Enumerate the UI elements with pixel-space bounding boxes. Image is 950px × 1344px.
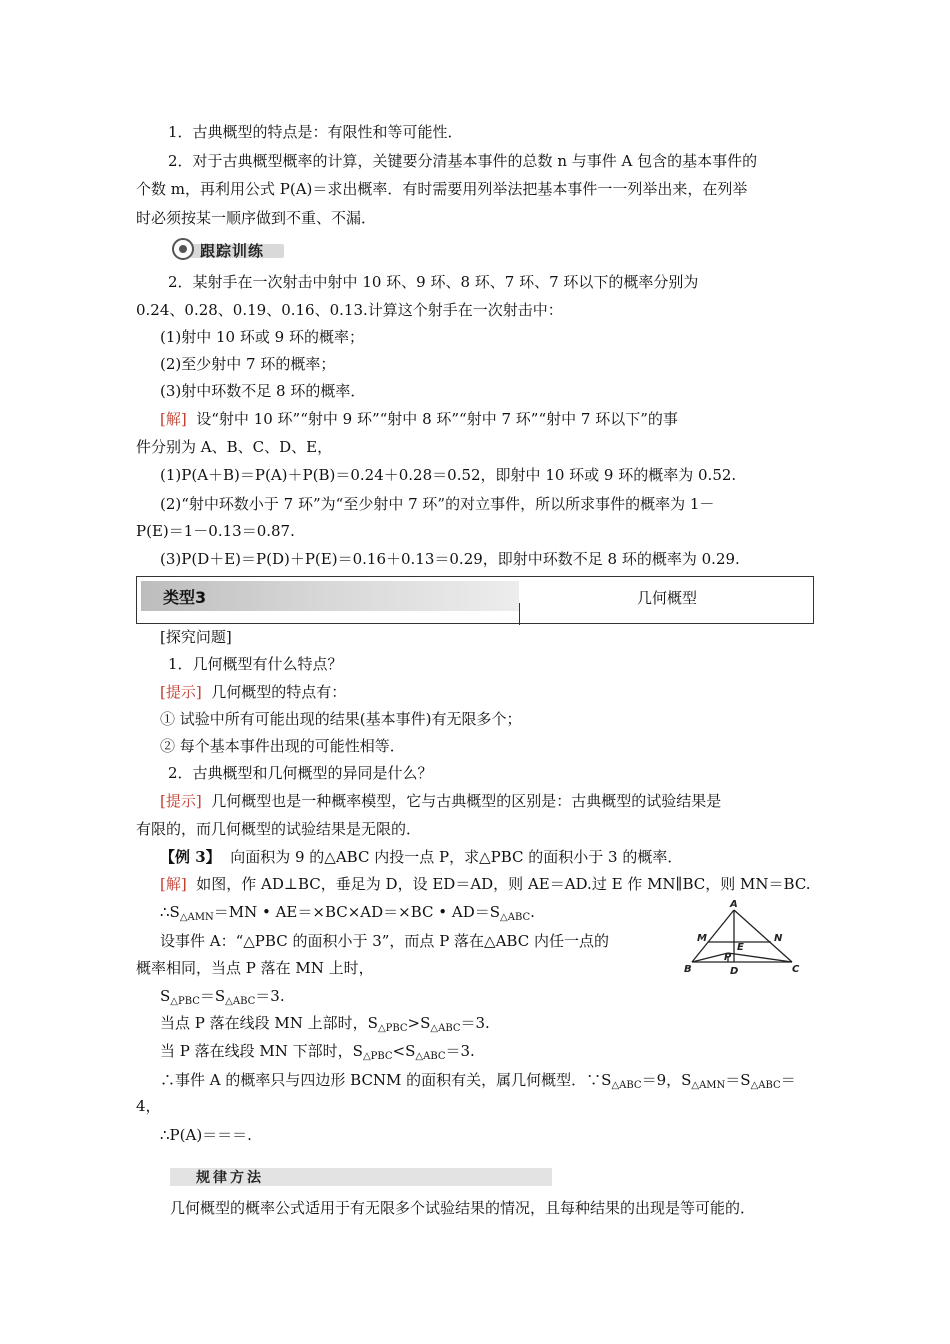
- type-title: 几何概型: [637, 589, 698, 607]
- text: 当点 P 落在线段 MN 上部时，S: [160, 1014, 378, 1032]
- subscript: △ABC: [500, 912, 531, 923]
- example-solution-line9: 4，: [136, 1097, 161, 1115]
- hint-text: 几何概型的特点有：: [211, 683, 347, 701]
- example-solution-line3: 设事件 A：“△PBC 的面积小于 3”，而点 P 落在△ABC 内任一点的: [160, 932, 609, 950]
- text: ＝3.: [445, 1042, 475, 1060]
- text: ＝3.: [460, 1014, 490, 1032]
- example-solution-line6: [160, 1012, 490, 1034]
- explore-hint-2: [160, 790, 721, 812]
- text: .: [530, 903, 535, 921]
- subscript: △ABC: [430, 1023, 461, 1034]
- explore-hint-1-item-b: ② 每个基本事件出现的可能性相等．: [160, 737, 405, 755]
- exercise-part-1: (1)射中 10 环或 9 环的概率；: [160, 328, 364, 346]
- explore-hint-1: [160, 681, 346, 703]
- subscript: △ABC: [225, 996, 256, 1007]
- explore-header: [探究问题]: [160, 628, 232, 646]
- label-d: D: [730, 966, 739, 977]
- exercise-solution-line6: (3)P(D＋E)＝P(D)＋P(E)＝0.16＋0.13＝0.29，即射中环数不足 8 环的概率为 0.29.: [160, 550, 740, 568]
- subscript: △ABC: [611, 1080, 642, 1091]
- solution-text: 如图，作 AD⊥BC，垂足为 D，设 ED＝AD，则 AE＝AD.过 E 作 MN∥BC，则 MN＝BC.: [196, 875, 811, 893]
- example-solution-line10: ∴P(A)＝＝＝.: [160, 1126, 252, 1144]
- example-solution-line8: [160, 1069, 796, 1091]
- exercise-solution-line1: [160, 408, 678, 430]
- target-icon: [172, 238, 194, 260]
- example-solution-line2: [160, 901, 535, 923]
- solution-tag: [解]: [160, 875, 187, 893]
- method-label: 规律方法: [196, 1170, 264, 1186]
- label-e: E: [737, 942, 744, 953]
- hint-text: 几何概型也是一种概率模型，它与古典概型的区别是：古典概型的试验结果是: [211, 792, 722, 810]
- exercise-solution-line3: (1)P(A＋B)＝P(A)＋P(B)＝0.24＋0.28＝0.52，即射中 10 环或 9 环的概率为 0.52.: [160, 466, 737, 484]
- exercise-solution-line4: (2)“射中环数小于 7 环”为“至少射中 7 环”的对立事件，所以所求事件的概率为 1－: [160, 495, 715, 513]
- text: ∴事件 A 的概率只与四边形 BCNM 的面积有关，属几何概型．∵S: [160, 1071, 612, 1089]
- example-solution-line7: [160, 1040, 475, 1062]
- text: <S: [392, 1042, 416, 1060]
- exercise-part-2: (2)至少射中 7 环的概率；: [160, 355, 336, 373]
- text: 当 P 落在线段 MN 下部时，S: [160, 1042, 363, 1060]
- type-3-header-box: [136, 576, 814, 624]
- summary-point-1: 1．古典概型的特点是：有限性和等可能性．: [168, 123, 463, 141]
- label-n: N: [774, 933, 783, 944]
- solution-text: 设“射中 10 环”“射中 9 环”“射中 8 环”“射中 7 环”“射中 7 环以下”的事: [196, 410, 678, 428]
- label-p: P: [724, 952, 732, 963]
- text: ＝S: [725, 1071, 751, 1089]
- example-solution-line4: 概率相同，当点 P 落在 MN 上时，: [136, 959, 374, 977]
- follow-up-practice-badge: [172, 238, 284, 262]
- summary-point-2-line2: 个数 m，再利用公式 P(A)＝求出概率．有时需要用列举法把基本事件一一列举出来，在列举: [136, 180, 748, 198]
- explore-question-1: 1．几何概型有什么特点？: [168, 655, 343, 673]
- subscript: △AMN: [179, 912, 214, 923]
- subscript: △PBC: [377, 1023, 408, 1034]
- explore-hint-1-item-a: ① 试验中所有可能出现的结果(基本事件)有无限多个；: [160, 710, 522, 728]
- segment-cp: [728, 953, 792, 962]
- label-m: M: [697, 933, 707, 944]
- exercise-question-line2: 0.24、0.28、0.19、0.16、0.13.计算这个射手在一次射击中：: [136, 301, 563, 319]
- solution-tag: [解]: [160, 410, 187, 428]
- example-3-question: [160, 846, 682, 868]
- example-solution-line1: [160, 873, 811, 895]
- badge-label: 跟踪训练: [200, 242, 265, 260]
- summary-point-2-line3: 时必须按某一顺序做到不重、不漏．: [136, 209, 377, 227]
- explore-question-2: 2．古典概型和几何概型的异同是什么？: [168, 764, 433, 782]
- summary-point-2-line1: 2．对于古典概型概率的计算，关键要分清基本事件的总数 n 与事件 A 包含的基本事件的: [168, 152, 758, 170]
- text: ∴S: [160, 903, 180, 921]
- example-text: 向面积为 9 的△ABC 内投一点 P，求△PBC 的面积小于 3 的概率．: [230, 848, 683, 866]
- text: ＝MN • AE＝×BC×AD＝×BC • AD＝S: [213, 903, 501, 921]
- subscript: △ABC: [415, 1051, 446, 1062]
- subscript: △PBC: [170, 996, 200, 1007]
- exercise-solution-line2: 件分别为 A、B、C、D、E，: [136, 438, 333, 456]
- explore-hint-2-line2: 有限的，而几何概型的试验结果是无限的．: [136, 820, 422, 838]
- subscript: △AMN: [691, 1080, 726, 1091]
- type-label: 类型3: [163, 588, 207, 607]
- method-summary-bar: [170, 1168, 552, 1186]
- text: >S: [407, 1014, 431, 1032]
- method-text: 几何概型的概率公式适用于有无限多个试验结果的情况，且每种结果的出现是等可能的．: [170, 1199, 756, 1217]
- label-b: B: [684, 964, 692, 975]
- exercise-solution-line5: P(E)＝1－0.13＝0.87.: [136, 522, 295, 540]
- hint-tag: [提示]: [160, 792, 202, 810]
- label-c: C: [792, 964, 800, 975]
- exercise-part-3: (3)射中环数不足 8 环的概率．: [160, 382, 366, 400]
- text: ＝: [780, 1071, 796, 1089]
- subscript: △PBC: [362, 1051, 393, 1062]
- example-solution-line5: [160, 985, 285, 1007]
- triangle-figure: [678, 898, 808, 978]
- exercise-question-line1: 2．某射手在一次射击中射中 10 环、9 环、8 环、7 环、7 环以下的概率分别为: [168, 273, 699, 291]
- subscript: △ABC: [750, 1080, 781, 1091]
- text: ＝S: [199, 987, 226, 1005]
- label-a: A: [730, 899, 738, 910]
- text: ＝3.: [255, 987, 285, 1005]
- example-tag: 【例 3】: [160, 848, 221, 866]
- type-divider: [519, 603, 520, 625]
- edge-ac: [734, 910, 792, 962]
- text: ＝9，S: [641, 1071, 692, 1089]
- hint-tag: [提示]: [160, 683, 202, 701]
- text: S: [160, 987, 171, 1005]
